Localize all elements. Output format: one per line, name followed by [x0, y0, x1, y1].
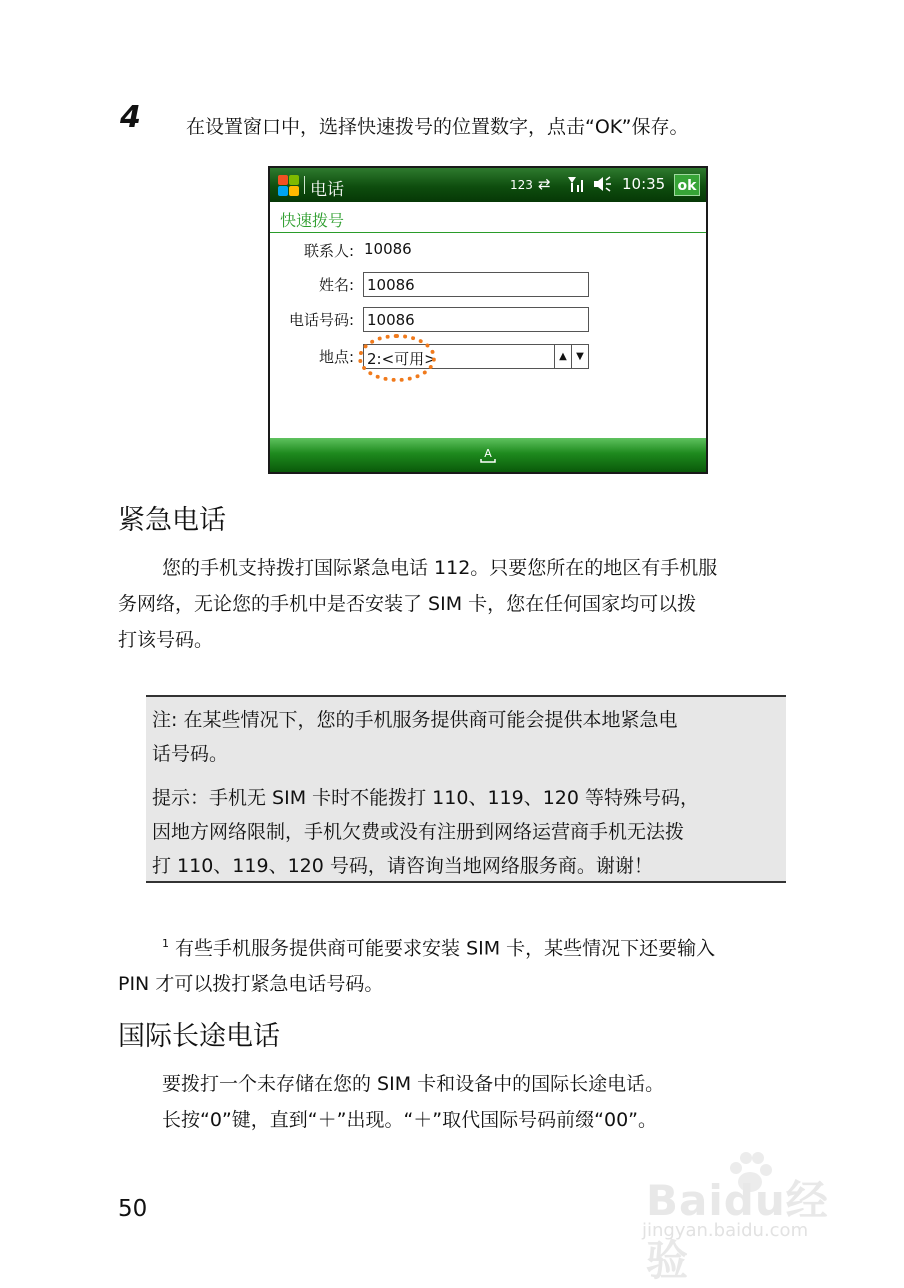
- footnote-marker: 1: [162, 937, 169, 950]
- footnote: [118, 926, 838, 1002]
- note-box: [146, 695, 786, 883]
- tip-text: [152, 781, 778, 883]
- soft-key-bar: [270, 438, 706, 472]
- international-heading: 国际长途电话: [118, 1021, 280, 1052]
- name-label: 姓名:: [318, 276, 354, 294]
- international-line-1: 要拨打一个未存储在您的 SIM 卡和设备中的国际长途电话。: [162, 1073, 665, 1095]
- phone-screenshot: [268, 166, 708, 474]
- baidu-watermark: [636, 1148, 866, 1285]
- spin-down-button[interactable]: ▼: [571, 345, 588, 368]
- ok-button[interactable]: ok: [674, 174, 700, 196]
- volume-icon: [592, 175, 612, 197]
- international-paragraph: [162, 1066, 842, 1138]
- emergency-heading: 紧急电话: [118, 505, 226, 536]
- page-number: 50: [118, 1196, 148, 1222]
- step-number: 4: [120, 100, 141, 135]
- phone-title-bar: [270, 168, 706, 202]
- watermark-url: jingyan.baidu.com: [642, 1220, 809, 1241]
- title-separator: [304, 176, 305, 194]
- note-text: [152, 703, 778, 771]
- highlight-circle: [358, 334, 436, 382]
- international-line-2: 长按“0”键，直到“＋”出现。“＋”取代国际号码前缀“00”。: [162, 1109, 658, 1131]
- name-field[interactable]: 10086: [363, 272, 589, 297]
- note-line-2: 话号码。: [152, 743, 229, 765]
- data-transfer-icon: ⇄: [538, 175, 551, 193]
- signal-icon: [566, 175, 586, 197]
- svg-text:A: A: [484, 447, 492, 460]
- speed-dial-title: 快速拨号: [280, 211, 345, 230]
- note-line-1: 注: 在某些情况下，您的手机服务提供商可能会提供本地紧急电: [152, 709, 678, 731]
- phone-number-label: 电话号码:: [288, 311, 354, 329]
- keyboard-icon[interactable]: [478, 444, 498, 464]
- step-instruction: 在设置窗口中，选择快速拨号的位置数字，点击“OK”保存。: [186, 116, 689, 138]
- contact-value: 10086: [364, 240, 412, 258]
- emergency-line-3: 打该号码。: [118, 629, 214, 651]
- tip-line-1: 提示：手机无 SIM 卡时不能拨打 110、119、120 等特殊号码，: [152, 787, 700, 809]
- footnote-line-1: 有些手机服务提供商可能要求安装 SIM 卡，某些情况下还要输入: [175, 937, 716, 960]
- app-title: 电话: [310, 180, 344, 200]
- watermark-logo-text: Baidu经验: [646, 1176, 829, 1285]
- network-label: 123: [510, 178, 533, 192]
- phone-number-field[interactable]: 10086: [363, 307, 589, 332]
- location-value: 2:<可用>: [367, 350, 437, 368]
- section-divider: [270, 232, 706, 233]
- contact-label: 联系人:: [303, 242, 354, 260]
- emergency-paragraph: [118, 550, 818, 658]
- spin-up-button[interactable]: ▲: [554, 345, 571, 368]
- tip-line-2: 因地方网络限制，手机欠费或没有注册到网络运营商手机无法拨: [152, 821, 685, 843]
- clock: 10:35: [622, 175, 666, 193]
- tip-line-3: 打 110、119、120 号码，请咨询当地网络服务商。谢谢！: [152, 855, 653, 877]
- windows-start-icon: [276, 173, 300, 197]
- emergency-line-1: 您的手机支持拨打国际紧急电话 112。只要您所在的地区有手机服: [162, 557, 718, 579]
- emergency-line-2: 务网络，无论您的手机中是否安装了 SIM 卡，您在任何国家均可以拨: [118, 593, 697, 615]
- location-label: 地点:: [318, 348, 354, 366]
- footnote-line-2: PIN 才可以拨打紧急电话号码。: [118, 973, 384, 996]
